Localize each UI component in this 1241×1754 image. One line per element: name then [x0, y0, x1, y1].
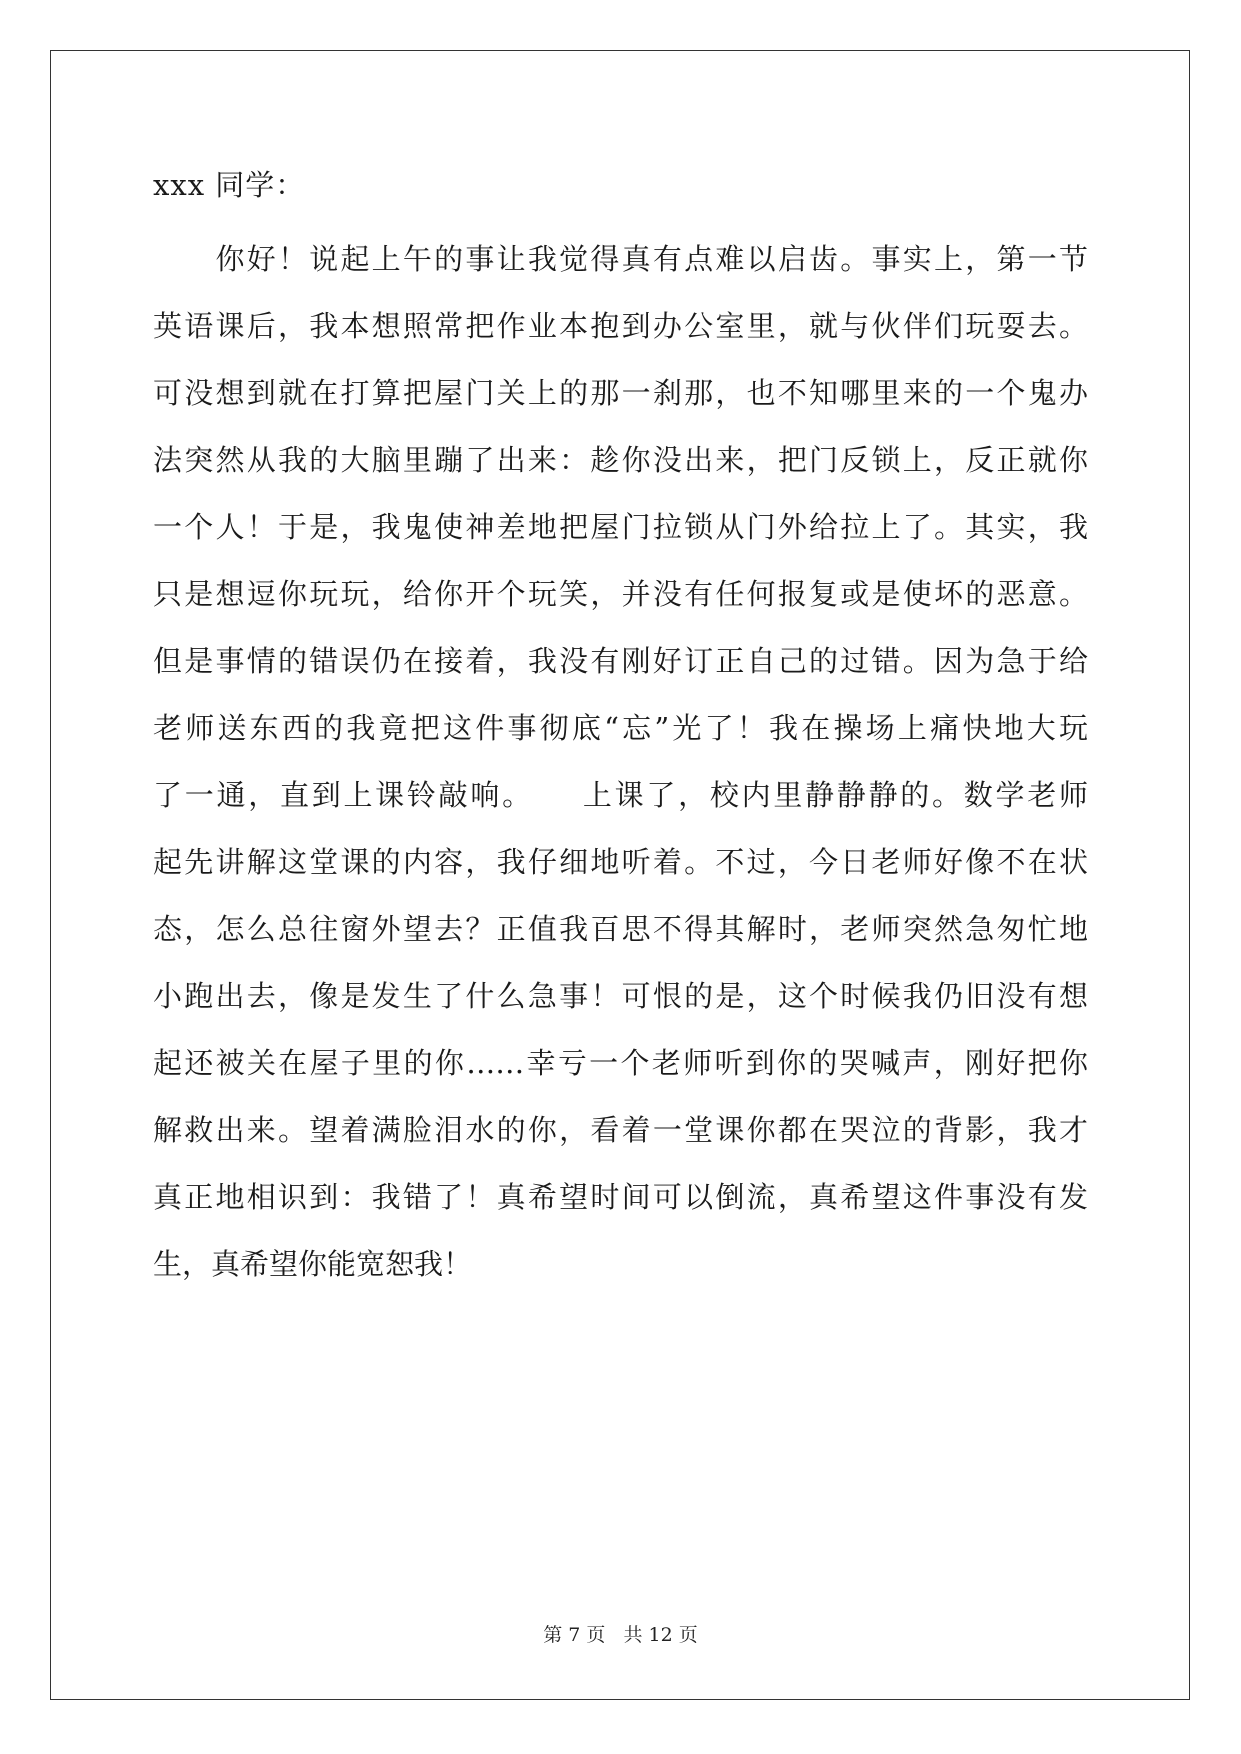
text-line: 你好！说起上午的事让我觉得真有点难以启齿。事实上，第一节	[153, 242, 1088, 276]
letter-paragraph	[153, 236, 1088, 1308]
text-line: 只是想逗你玩玩，给你开个玩笑，并没有任何报复或是使坏的恶意。	[153, 577, 1088, 611]
text-line: 一个人！于是，我鬼使神差地把屋门拉锁从门外给拉上了。其实，我	[153, 510, 1088, 544]
text-line: 生，真希望你能宽恕我！	[153, 1247, 473, 1281]
page-footer	[0, 1620, 1241, 1647]
page-number-current: 第 7 页	[543, 1624, 606, 1646]
salutation: xxx 同学：	[153, 168, 306, 202]
text-line: 但是事情的错误仍在接着，我没有刚好订正自己的过错。因为急于给	[153, 644, 1088, 678]
text-line: 起先讲解这堂课的内容，我仔细地听着。不过，今日老师好像不在状	[153, 845, 1088, 879]
text-line: 老师送东西的我竟把这件事彻底“忘”光了！我在操场上痛快地大玩	[153, 711, 1088, 745]
text-line: 可没想到就在打算把屋门关上的那一刹那，也不知哪里来的一个鬼办	[153, 376, 1088, 410]
text-line: 解救出来。望着满脸泪水的你，看着一堂课你都在哭泣的背影，我才	[153, 1113, 1088, 1147]
text-line: 起还被关在屋子里的你……幸亏一个老师听到你的哭喊声，刚好把你	[153, 1046, 1088, 1080]
text-line: 态，怎么总往窗外望去？正值我百思不得其解时，老师突然急匆忙地	[153, 912, 1088, 946]
text-line: 法突然从我的大脑里蹦了出来：趁你没出来，把门反锁上，反正就你	[153, 443, 1088, 477]
letter-body	[153, 162, 1088, 1308]
text-line: 英语课后，我本想照常把作业本抱到办公室里，就与伙伴们玩耍去。	[153, 309, 1088, 343]
text-line: 了一通，直到上课铃敲响。 上课了，校内里静静静的。数学老师	[153, 778, 1088, 812]
text-line: 真正地相识到：我错了！真希望时间可以倒流，真希望这件事没有发	[153, 1180, 1088, 1214]
text-line: 小跑出去，像是发生了什么急事！可恨的是，这个时候我仍旧没有想	[153, 979, 1088, 1013]
page-number-total: 共 12 页	[623, 1624, 698, 1646]
